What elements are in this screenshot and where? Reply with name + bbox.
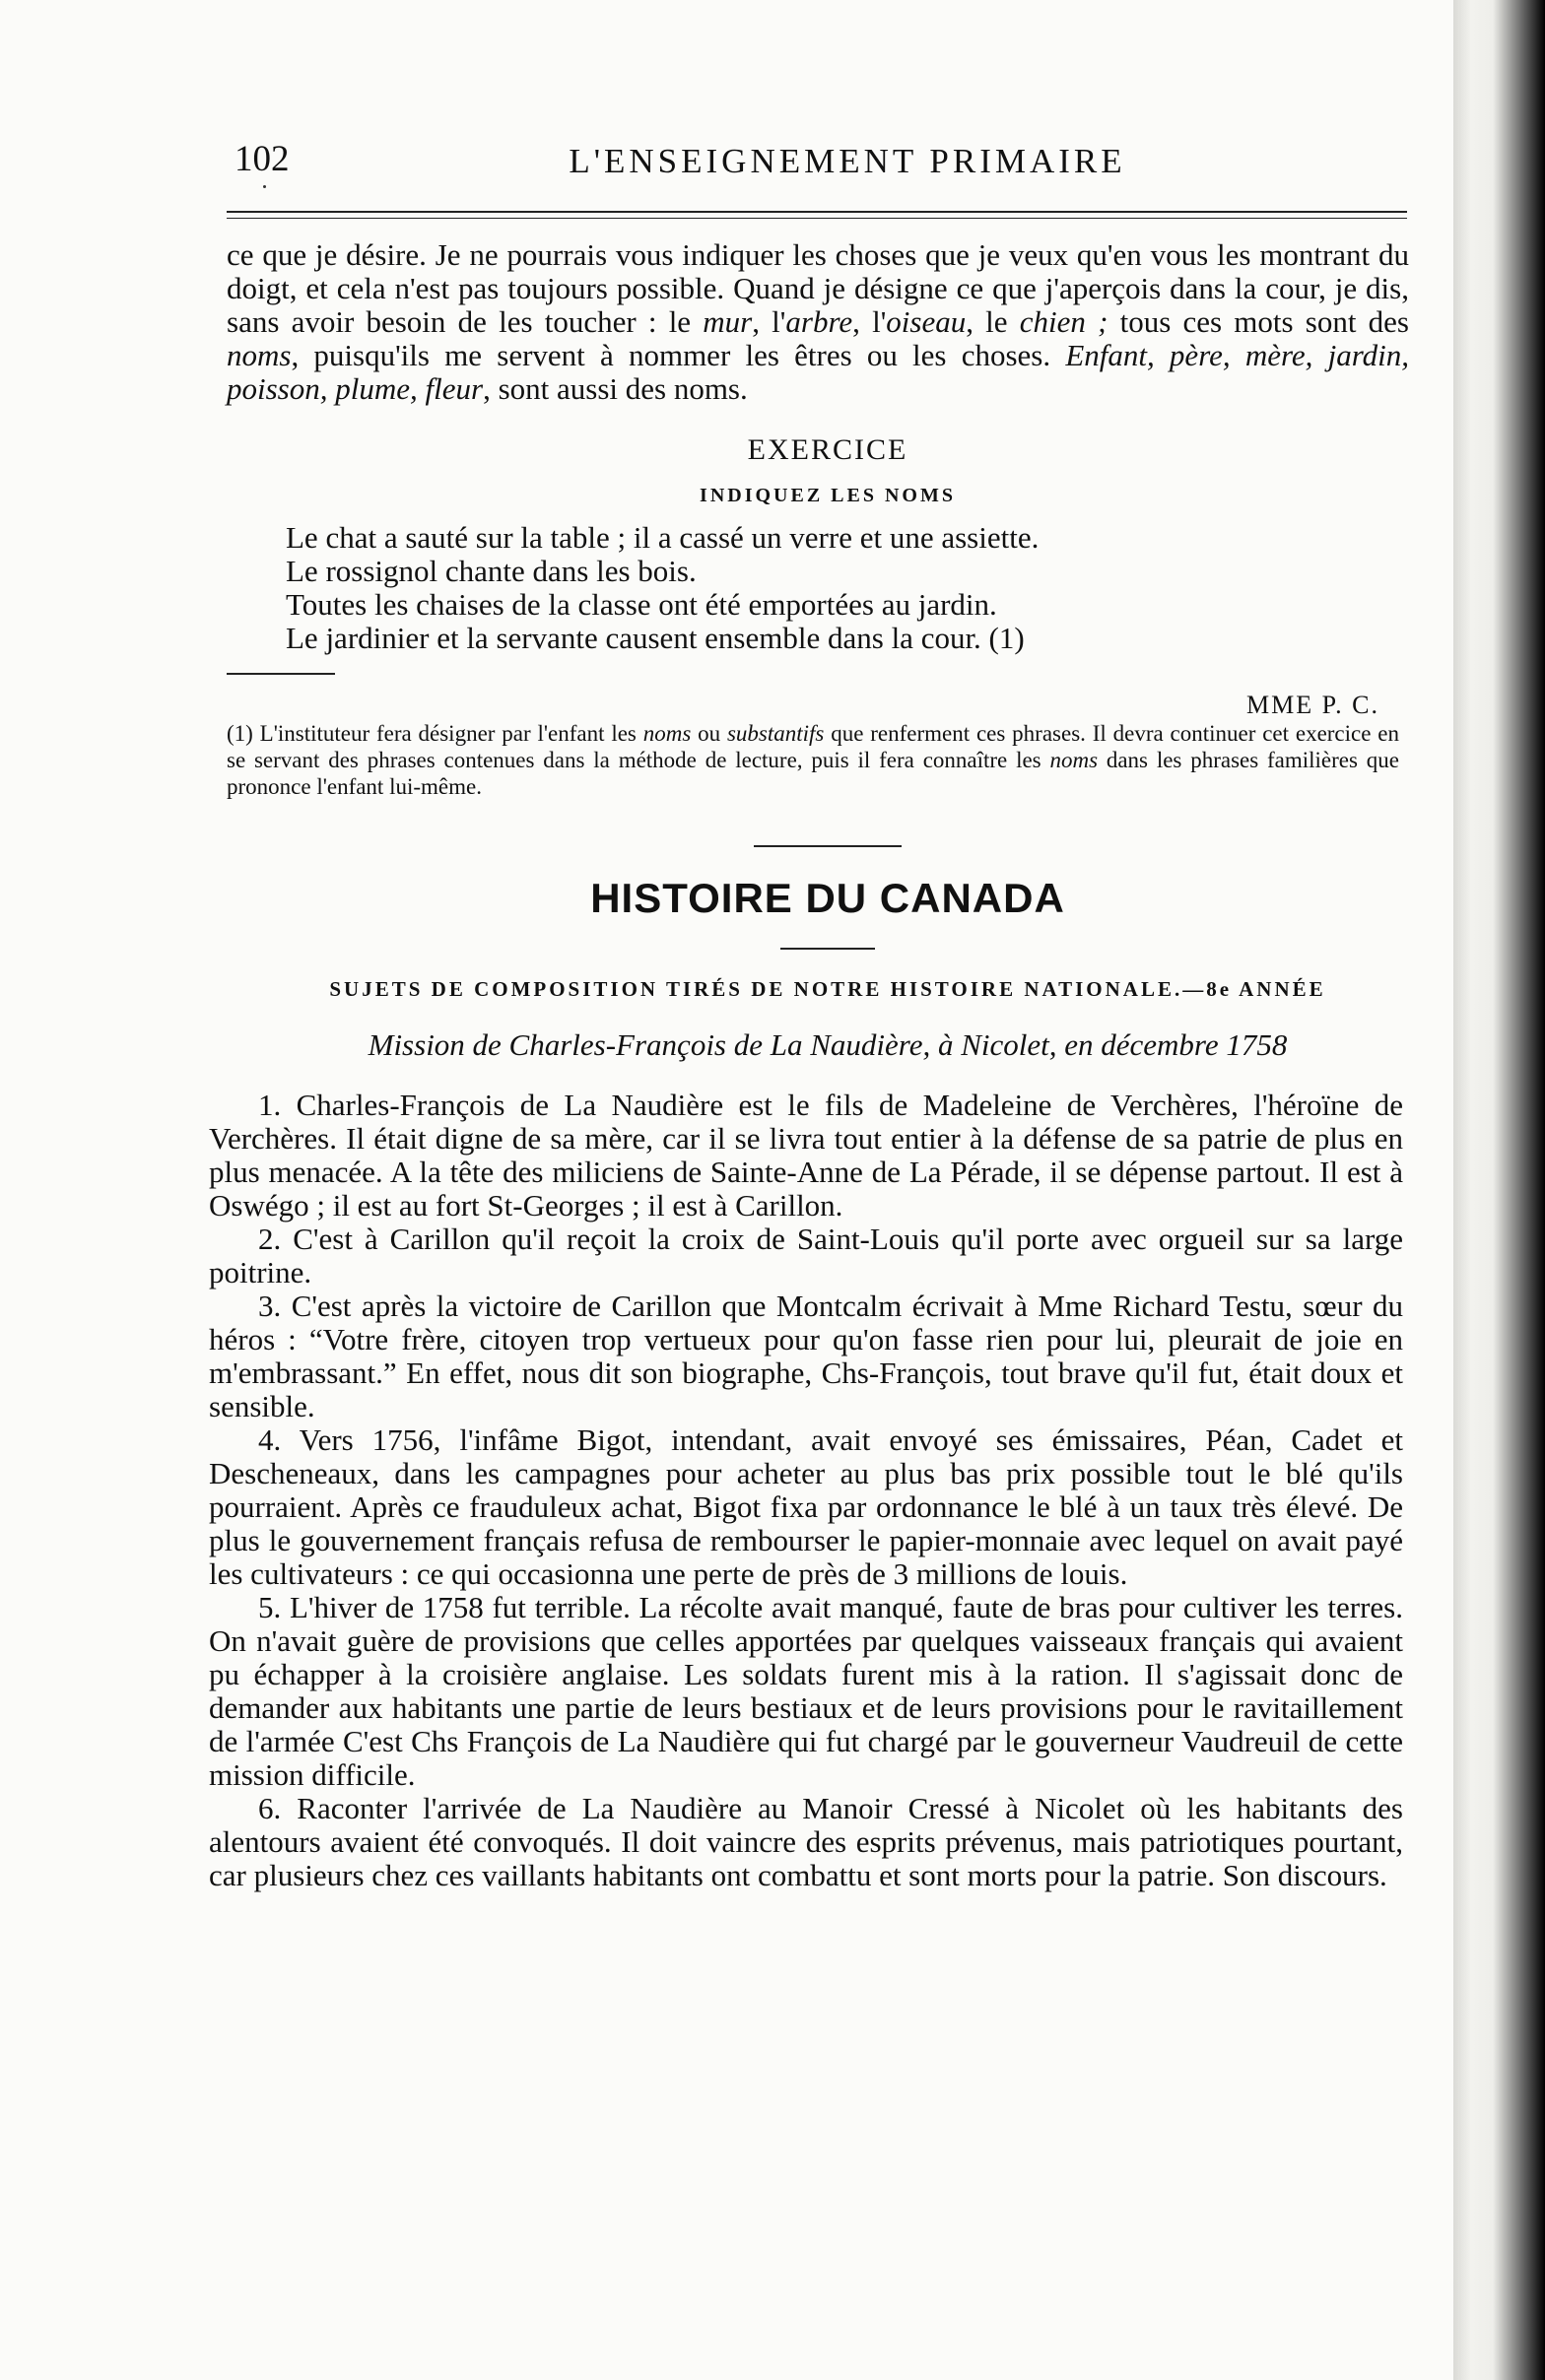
subject-heading: SUJETS DE COMPOSITION TIRÉS DE NOTRE HISTOIRE NATIONALE.—8e ANNÉE [329,977,1326,1001]
section-divider [754,845,902,847]
footnote: (1) L'instituteur fera désigner par l'enfant les noms ou substantifs que renferment ces phrases. Il devra continuer cet exercice en se servant des phrases contenues dans la méthode de lecture, puis il fera connaître les noms dans les phrases familières que prononce l'enfant lui-même. [227,721,1399,799]
footnote-rule [227,673,335,675]
history-paragraph: 4. Vers 1756, l'infâme Bigot, intendant, avait envoyé ses émissaires, Péan, Cadet et Descheneaux, dans les campagnes pour acheter au plus bas prix possible tout le blé qu'ils pourraient. Après ce frauduleux achat, Bigot fixa par ordonnance le blé à un taux très élevé. De plus le gouvernement français refusa de rembourser le papier-monnaie avec lequel on avait payé les cultivateurs : ce qui occasionna une perte de près de 3 millions de louis. [209,1422,1403,1591]
page-edge [1453,0,1545,2380]
page-content [197,138,1409,1892]
intro-paragraph: ce que je désire. Je ne pourrais vous indiquer les choses que je veux qu'en vous les montrant du doigt, et cela n'est pas toujours possible. Quand je désigne ce que j'aperçois dans la cour, je dis, sans avoir besoin de les toucher : le mur, l'arbre, l'oiseau, le chien ; tous ces mots sont des noms, puisqu'ils me servent à nommer les êtres ou les choses. Enfant, père, mère, jardin, poisson, plume, fleur, sont aussi des noms. [227,237,1409,406]
page-number: 102 [235,139,290,179]
exercise-line: Le rossignol chante dans les bois. [286,554,697,588]
running-head [197,138,1399,197]
mission-heading: Mission de Charles-François de La Naudière, à Nicolet, en décembre 1758 [368,1027,1288,1062]
exercise-line: Le chat a sauté sur la table ; il a cassé un verre et une assiette. [286,520,1040,555]
title-rule [780,948,875,950]
exercise-lines [197,521,1399,655]
history-paragraph: 1. Charles-François de La Naudière est le fils de Madeleine de Verchères, l'héroïne de Verchères. Il était digne de sa mère, car il se livra tout entier à la défense de sa patrie de plus en plus menacée. A la tête des miliciens de Sainte-Anne de La Pérade, il se dépense partout. Il est à Oswégo ; il est au fort St-Georges ; il est à Carillon. [209,1088,1403,1223]
history-paragraph: 6. Raconter l'arrivée de La Naudière au Manoir Cressé à Nicolet où les habitants des alentours avaient été convoqués. Il doit vaincre des esprits prévenus, mais patriotiques pourtant, car plusieurs chez ces vaillants habitants ont combattu et sont morts pour la patrie. Son discours. [209,1791,1403,1892]
exercise-line: Toutes les chaises de la classe ont été emportées au jardin. [286,587,997,622]
exercise-line: Le jardinier et la servante causent ensemble dans la cour. (1) [286,621,1025,655]
exercise-subtitle: INDIQUEZ LES NOMS [700,485,956,506]
history-paragraph: 2. C'est à Carillon qu'il reçoit la croix de Saint-Louis qu'il porte avec orgueil sur sa large poitrine. [209,1222,1403,1289]
history-paragraph: 5. L'hiver de 1758 fut terrible. La récolte avait manqué, faute de bras pour cultiver les terres. On n'avait guère de provisions que celles apportées par quelques vaisseaux français qui avaient pu échapper à la croisière anglaise. Les soldats furent mis à la ration. Il s'agissait donc de demander aux habitants une partie de leurs bestiaux et de leurs provisions pour le ravitaillement de l'armée C'est Chs François de La Naudière qui fut chargé par le gouverneur Vaudreuil de cette mission difficile. [209,1590,1403,1792]
history-paragraph: 3. C'est après la victoire de Carillon que Montcalm écrivait à Mme Richard Testu, sœur du héros : “Votre frère, citoyen trop vertueux pour qu'on fasse rien pour lui, pleurait de joie en m'embrassant.” En effet, nous dit son biographe, Chs-François, tout brave qu'il fut, était doux et sensible. [209,1289,1403,1423]
section-title: HISTOIRE DU CANADA [590,875,1065,921]
header-double-rule [227,211,1407,219]
running-title: L'ENSEIGNEMENT PRIMAIRE [569,142,1126,180]
signature: MME P. C. [1245,691,1379,719]
exercise-title: EXERCICE [747,433,908,466]
history-body [197,1089,1403,1892]
